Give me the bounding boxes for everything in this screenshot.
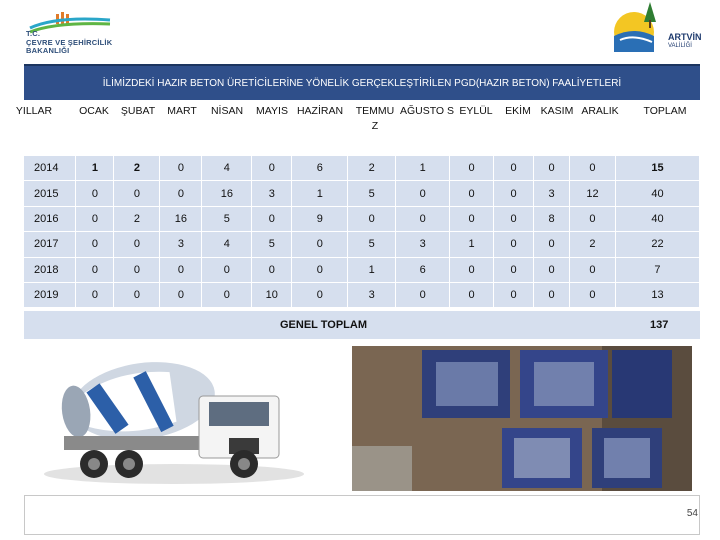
col-header-aug: AĞUSTO S bbox=[399, 105, 455, 117]
month-value-cell: 1 bbox=[348, 257, 396, 282]
year-cell: 2019 bbox=[24, 282, 76, 307]
month-value-cell: 0 bbox=[494, 181, 534, 206]
year-cell: 2017 bbox=[24, 232, 76, 257]
month-value-cell: 0 bbox=[160, 181, 202, 206]
month-value-cell: 0 bbox=[76, 257, 114, 282]
month-value-cell: 0 bbox=[396, 206, 450, 231]
month-value-cell: 0 bbox=[450, 257, 494, 282]
month-value-cell: 2 bbox=[348, 156, 396, 181]
artvin-emblem-icon bbox=[608, 0, 668, 56]
month-value-cell: 12 bbox=[570, 181, 616, 206]
month-value-cell: 0 bbox=[450, 156, 494, 181]
month-value-cell: 0 bbox=[114, 282, 160, 307]
month-value-cell: 0 bbox=[534, 156, 570, 181]
data-table bbox=[24, 156, 700, 308]
month-value-cell: 0 bbox=[348, 206, 396, 231]
slide-title bbox=[24, 64, 700, 100]
ministry-line-2: ÇEVRE VE ŞEHİRCİLİK bbox=[26, 37, 113, 47]
month-value-cell: 0 bbox=[396, 181, 450, 206]
month-value-cell: 0 bbox=[252, 206, 292, 231]
year-cell: 2016 bbox=[24, 206, 76, 231]
ministry-line-3: BAKANLIĞI bbox=[26, 46, 70, 55]
col-header-mar: MART bbox=[167, 105, 197, 117]
month-value-cell: 0 bbox=[534, 257, 570, 282]
table-row bbox=[24, 257, 700, 282]
month-value-cell: 3 bbox=[534, 181, 570, 206]
col-header-sep: EYLÜL bbox=[459, 105, 493, 117]
month-value-cell: 4 bbox=[202, 232, 252, 257]
row-total-cell: 22 bbox=[615, 232, 699, 257]
month-value-cell: 0 bbox=[450, 181, 494, 206]
month-value-cell: 0 bbox=[396, 282, 450, 307]
month-value-cell: 6 bbox=[396, 257, 450, 282]
row-total-cell: 13 bbox=[615, 282, 699, 307]
table-row bbox=[24, 181, 700, 206]
table-header bbox=[15, 100, 700, 156]
col-header-feb: ŞUBAT bbox=[120, 105, 156, 117]
month-value-cell: 5 bbox=[348, 181, 396, 206]
month-value-cell: 5 bbox=[348, 232, 396, 257]
month-value-cell: 0 bbox=[494, 206, 534, 231]
concrete-samples-photo bbox=[352, 346, 692, 491]
month-value-cell: 0 bbox=[76, 232, 114, 257]
col-header-apr: NİSAN bbox=[210, 105, 244, 117]
page-number: 54 bbox=[686, 508, 698, 519]
grand-total-row bbox=[24, 311, 700, 339]
month-value-cell: 0 bbox=[202, 282, 252, 307]
month-value-cell: 0 bbox=[202, 257, 252, 282]
month-value-cell: 0 bbox=[114, 232, 160, 257]
month-value-cell: 0 bbox=[570, 257, 616, 282]
month-value-cell: 0 bbox=[450, 206, 494, 231]
month-value-cell: 1 bbox=[76, 156, 114, 181]
ministry-name bbox=[26, 30, 112, 56]
row-total-cell: 40 bbox=[615, 206, 699, 231]
month-value-cell: 0 bbox=[570, 156, 616, 181]
month-value-cell: 9 bbox=[292, 206, 348, 231]
col-header-total: TOPLAM bbox=[643, 105, 687, 117]
month-value-cell: 16 bbox=[202, 181, 252, 206]
month-value-cell: 4 bbox=[202, 156, 252, 181]
month-value-cell: 0 bbox=[494, 156, 534, 181]
month-value-cell: 6 bbox=[292, 156, 348, 181]
col-header-years: YILLAR bbox=[15, 105, 53, 117]
year-cell: 2018 bbox=[24, 257, 76, 282]
month-value-cell: 0 bbox=[252, 257, 292, 282]
month-value-cell: 0 bbox=[292, 232, 348, 257]
artvin-subtitle: VALİLİĞİ bbox=[668, 43, 692, 49]
year-cell: 2015 bbox=[24, 181, 76, 206]
row-total-cell: 40 bbox=[615, 181, 699, 206]
col-header-jan: OCAK bbox=[79, 105, 109, 117]
year-cell: 2014 bbox=[24, 156, 76, 181]
slide-footer bbox=[24, 495, 700, 535]
month-value-cell: 0 bbox=[114, 181, 160, 206]
col-header-jun: HAZİRAN bbox=[296, 105, 344, 117]
col-header-oct: EKİM bbox=[505, 105, 531, 117]
month-value-cell: 0 bbox=[160, 282, 202, 307]
artvin-title: ARTVİN bbox=[668, 32, 702, 42]
month-value-cell: 0 bbox=[570, 282, 616, 307]
month-value-cell: 0 bbox=[534, 232, 570, 257]
month-value-cell: 2 bbox=[114, 206, 160, 231]
month-value-cell: 0 bbox=[76, 282, 114, 307]
month-value-cell: 0 bbox=[494, 232, 534, 257]
month-value-cell: 0 bbox=[114, 257, 160, 282]
month-value-cell: 3 bbox=[160, 232, 202, 257]
row-total-cell: 15 bbox=[615, 156, 699, 181]
grand-total-label: GENEL TOPLAM bbox=[280, 319, 367, 331]
month-value-cell: 0 bbox=[160, 257, 202, 282]
month-value-cell: 0 bbox=[570, 206, 616, 231]
table-row bbox=[24, 156, 700, 181]
month-value-cell: 0 bbox=[292, 282, 348, 307]
concrete-mixer-truck-photo bbox=[24, 346, 346, 491]
artvin-logo bbox=[608, 0, 698, 58]
ministry-line-1: T.C. bbox=[26, 29, 41, 38]
row-total-cell: 7 bbox=[615, 257, 699, 282]
month-value-cell: 0 bbox=[76, 181, 114, 206]
month-value-cell: 0 bbox=[292, 257, 348, 282]
table-row bbox=[24, 206, 700, 231]
table-row bbox=[24, 232, 700, 257]
month-value-cell: 1 bbox=[396, 156, 450, 181]
month-value-cell: 1 bbox=[450, 232, 494, 257]
col-header-jul: TEMMU Z bbox=[355, 105, 395, 132]
month-value-cell: 16 bbox=[160, 206, 202, 231]
month-value-cell: 0 bbox=[494, 257, 534, 282]
grand-total-value: 137 bbox=[650, 319, 669, 331]
month-value-cell: 0 bbox=[494, 282, 534, 307]
table-row bbox=[24, 282, 700, 307]
month-value-cell: 0 bbox=[160, 156, 202, 181]
col-header-nov: KASIM bbox=[540, 105, 574, 117]
col-header-dec: ARALIK bbox=[581, 105, 619, 117]
month-value-cell: 3 bbox=[396, 232, 450, 257]
month-value-cell: 0 bbox=[76, 206, 114, 231]
month-value-cell: 1 bbox=[292, 181, 348, 206]
month-value-cell: 8 bbox=[534, 206, 570, 231]
month-value-cell: 0 bbox=[534, 282, 570, 307]
month-value-cell: 3 bbox=[348, 282, 396, 307]
month-value-cell: 5 bbox=[252, 232, 292, 257]
month-value-cell: 0 bbox=[252, 156, 292, 181]
month-value-cell: 2 bbox=[114, 156, 160, 181]
slide-title-text: İLİMİZDEKİ HAZIR BETON ÜRETİCİLERİNE YÖNELİK GERÇEKLEŞTİRİLEN PGD(HAZIR BETON) FAALİYETLERİ bbox=[102, 77, 622, 89]
month-value-cell: 3 bbox=[252, 181, 292, 206]
month-value-cell: 0 bbox=[450, 282, 494, 307]
month-value-cell: 5 bbox=[202, 206, 252, 231]
month-value-cell: 2 bbox=[570, 232, 616, 257]
col-header-may: MAYIS bbox=[256, 105, 288, 117]
month-value-cell: 10 bbox=[252, 282, 292, 307]
